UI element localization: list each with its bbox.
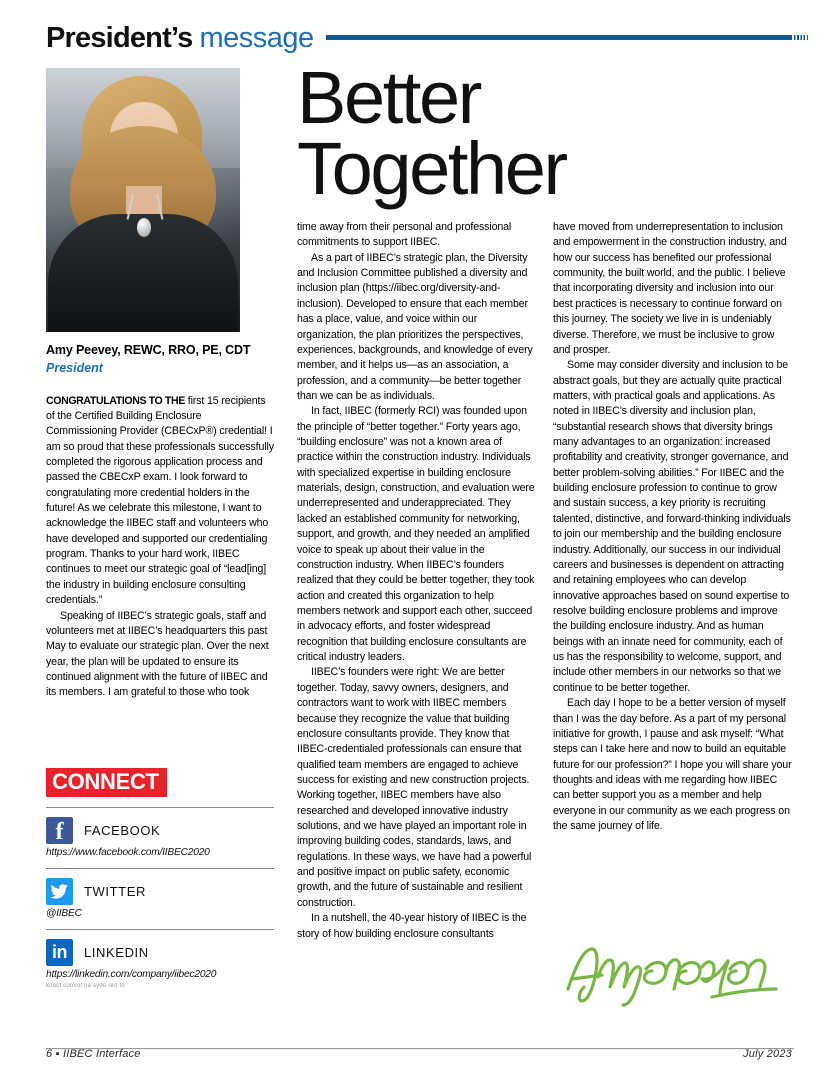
connect-heading: CONNECT: [46, 768, 167, 797]
masthead-title-light: message: [199, 22, 314, 54]
linkedin-glyph: in: [52, 942, 67, 963]
lead-capital-phrase: CONGRATULATIONS TO THE: [46, 394, 185, 407]
connect-divider-3: [46, 929, 274, 930]
middle-paragraph-4: IIBEC’s founders were right: We are better together. Today, savvy owners, designers, and contractors want to work with IIBEC members because they recognize the value that building enclosure consultants provide. They know that IIBEC-credentialed professionals can ensure that qualified team members are engaged to achieve success for existing and new construction projects. Working together, IIBEC members have also researched and developed innovative industry solutions, and we have played an important role in improving building codes, standards, laws, and regulations. In these ways, we have had a powerful and positive impact on public safety, economic growth, and the future of sustainable and resilient construction.: [297, 666, 532, 909]
section-masthead: [46, 22, 792, 56]
facebook-icon[interactable]: [46, 817, 73, 844]
right-paragraph-2: Some may consider diversity and inclusion to be abstract goals, but they are actually quite practical matters, with practical goals and applications. As noted in IIBEC’s diversity and inclusion plan, “substantial research shows that diversity brings many advantages to an organization: increased profitability and creativity, stronger governance, and better problem-solving abilities.” For IIBEC and the building enclosure profession to continue to grow and sustain success, a key priority is recruiting talented, distinctive, and forward-thinking individuals to join our membership and the building enclosure industry. Additionally, our success in our individual careers and businesses is dependent on attracting and retaining employees who can develop innovative approaches based on sound expertise to resolve building enclosure problems and improve the building enclosure industry. And as human beings with an innate need for community, each of us has the responsibility to welcome, support, and include other members in our networks so that we continue to be better together.: [553, 359, 791, 694]
facebook-url[interactable]: https://www.facebook.com/IIBEC2020: [46, 847, 210, 859]
ghost-artifact-text: knoct.com/ol na sydo ren to: [46, 983, 125, 990]
facebook-glyph: f: [55, 819, 64, 846]
middle-paragraph-5: In a nutshell, the 40-year history of IIBEC is the story of how building enclosure consultants: [297, 912, 527, 940]
footer-separator: ▪: [55, 1048, 60, 1060]
right-paragraph-1: have moved from underrepresentation to inclusion and empowerment in the construction industry, and how our success has benefited our professional community, the built world, and the public. I believe that incorporating diversity and inclusion into our best practices is necessary to continue forward on this journey. The society we live in is undeniably diverse. Therefore, we must be inclusive to grow and prosper.: [553, 221, 787, 356]
page-title: [297, 56, 797, 211]
footer-left: [46, 1048, 141, 1060]
footer-divider: [46, 1048, 794, 1050]
middle-paragraph-1: time away from their personal and professional commitments to support IIBEC.: [297, 221, 512, 249]
social-link-facebook[interactable]: [46, 817, 274, 844]
linkedin-label: LINKEDIN: [84, 945, 149, 961]
linkedin-url[interactable]: https://linkedin.com/company/iibec2020: [46, 969, 217, 981]
middle-paragraph-3: In fact, IIBEC (formerly RCI) was founded upon the principle of “better together.” Forty years ago, “building enclosure” was not a known area of practice within the construction industry. Individuals with specialized expertise in building enclosure materials, design, construction, and evaluation were underrepresented and underappreciated. They lacked an established community for networking, support, and growth, and they needed an amplified voice to speak up about their value in the construction industry. When IIBEC’s founders realized that they could be better together, they took action and created this organization to help members network and support each other, succeed in advocacy efforts, and foster widespread recognition that building enclosure consultants are critical industry leaders.: [297, 405, 535, 664]
twitter-handle[interactable]: @IIBEC: [46, 908, 82, 920]
masthead-rule: [326, 35, 792, 40]
portrait-necklace-pendant: [137, 218, 151, 237]
avatar: [46, 68, 240, 332]
connect-divider-1: [46, 807, 274, 808]
connect-divider-2: [46, 868, 274, 869]
twitter-glyph: [46, 878, 73, 905]
middle-paragraph-2: As a part of IIBEC’s strategic plan, the Diversity and Inclusion Committee published a diversity and inclusion plan (https://iibec.org/diversity-and-inclusion). Developed to ensure that each member has a place, value, and voice within our organization, the plan prioritizes the perspectives, experiences, backgrounds, and knowledge of every member, and it helps us—as an association, a profession, and a community—be better together than we can be as individuals.: [297, 251, 533, 402]
middle-column: [297, 220, 536, 942]
linkedin-icon[interactable]: [46, 939, 73, 966]
left-paragraph-2: Speaking of IIBEC’s strategic goals, staff and volunteers met at IIBEC’s headquarters this past May to evaluate our strategic plan. Over the next year, the plan will be updated to ensure its continued alignment with the future of IIBEC and its members. I am grateful to those who took: [46, 609, 269, 699]
masthead-title-bold: President’s: [46, 22, 193, 54]
right-paragraph-3: Each day I hope to be a better version of myself than I was the day before. As a part of my personal initiative for growth, I pause and ask myself: “What steps can I take here and now to build an equitable future for our profession?” I hope you will share your thoughts and ideas with me regarding how IIBEC can better support you as a member and help everyone in our community as we each progress on the same journey of life.: [553, 697, 792, 833]
left-column: [46, 68, 278, 701]
headline-line-1: Better: [297, 56, 481, 139]
issue-date: July 2023: [743, 1048, 792, 1060]
social-link-linkedin[interactable]: [46, 939, 274, 966]
connect-section: [46, 768, 274, 989]
twitter-icon[interactable]: [46, 878, 73, 905]
author-role: President: [46, 360, 103, 375]
page-number: 6: [46, 1048, 53, 1060]
publication-name: IIBEC Interface: [62, 1048, 141, 1060]
social-link-twitter[interactable]: [46, 878, 274, 905]
left-column-body: [46, 394, 274, 701]
lead-paragraph-rest: first 15 recipients of the Certified Building Enclosure Commissioning Provider (CBECxP®) credential! I am so proud that these professionals successfully completed the rigorous application process and passed the CBECxP exam. I look forward to congratulating more credential holders in the future! As we celebrate this milestone, I want to acknowledge the IIBEC staff and volunteers who have developed and supported our credentialing program. Thanks to your hard work, IIBEC continues to meet our strategic goal of “lead[ing] the industry in building enclosure consulting credentials.”: [46, 394, 274, 607]
headline-line-2: Together: [297, 127, 566, 211]
left-paragraph-1: [46, 394, 274, 609]
author-name: Amy Peevey, REWC, RRO, PE, CDT: [46, 343, 251, 357]
author-signature: [562, 935, 787, 1009]
facebook-label: FACEBOOK: [84, 823, 161, 839]
twitter-label: TWITTER: [84, 884, 146, 900]
right-column: [553, 220, 792, 834]
